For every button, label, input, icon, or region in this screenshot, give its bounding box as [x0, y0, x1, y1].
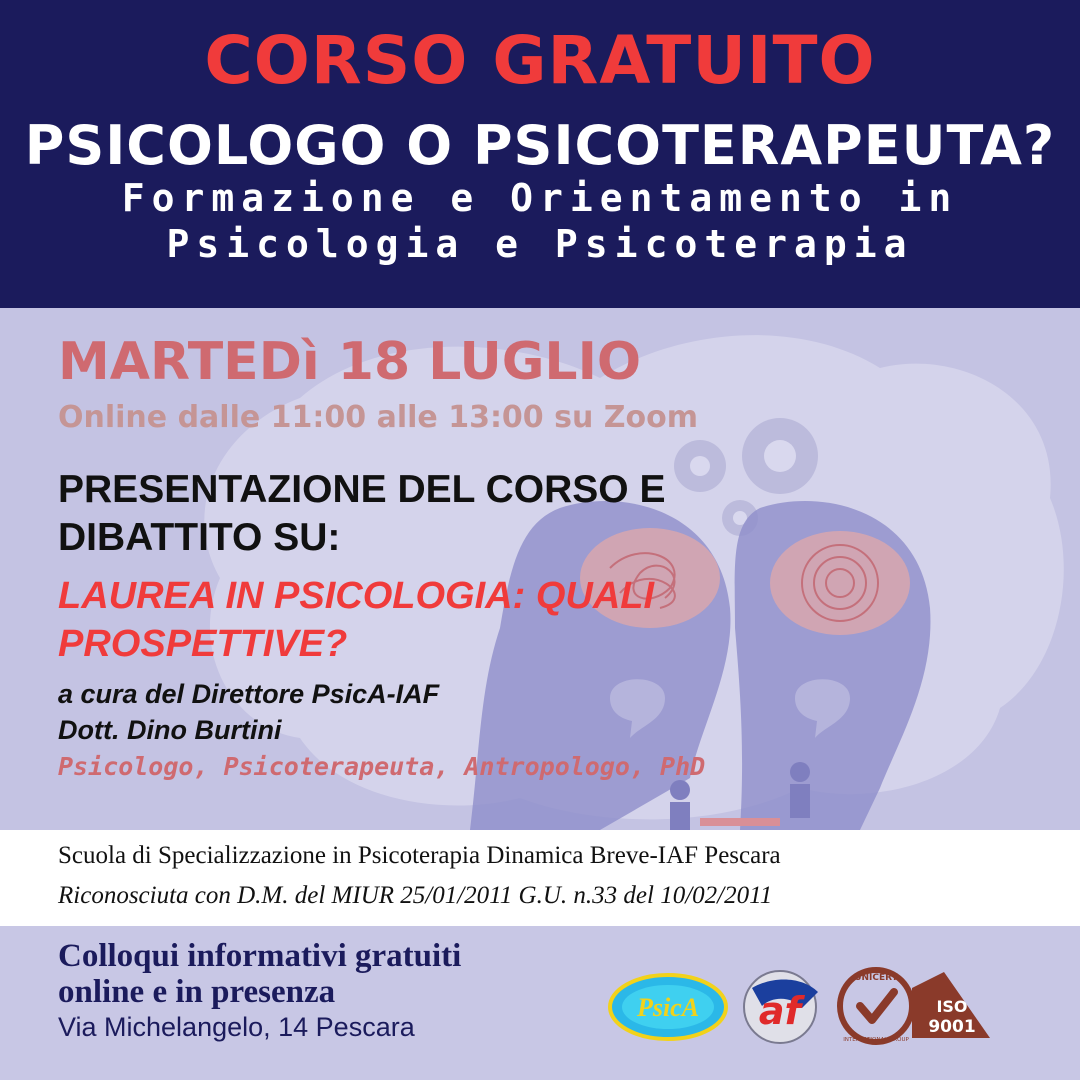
svg-text:PsicA: PsicA	[636, 993, 700, 1022]
svg-text:UNICERT: UNICERT	[854, 973, 898, 983]
debate-topic	[58, 572, 778, 668]
svg-text:INTERNATIONAL GROUP: INTERNATIONAL GROUP	[843, 1037, 909, 1043]
svg-text:9001: 9001	[928, 1017, 976, 1037]
presentation-line-1: PRESENTAZIONE DEL CORSO E	[58, 468, 666, 511]
presentation-line-2: DIBATTITO SU:	[58, 516, 341, 559]
speaker-credit	[58, 676, 439, 748]
topic-line-1: LAUREA IN PSICOLOGIA: QUALI	[58, 575, 655, 617]
event-date: MARTEDì 18 LUGLIO	[58, 332, 642, 392]
colloqui-line-2: online e in presenza	[58, 974, 336, 1010]
presentation-heading	[58, 466, 758, 562]
svg-text:ISO: ISO	[936, 997, 968, 1016]
iso-9001-logo	[836, 966, 996, 1046]
main-title: PSICOLOGO O PSICOTERAPEUTA?	[24, 114, 1056, 177]
address: Via Michelangelo, 14 Pescara	[58, 1012, 415, 1042]
event-time: Online dalle 11:00 alle 13:00 su Zoom	[58, 400, 699, 435]
speaker-role: Psicologo, Psicoterapeuta, Antropologo, PhD	[58, 752, 706, 781]
speaker-line-2: Dott. Dino Burtini	[58, 715, 282, 745]
header-banner	[0, 0, 1080, 308]
colloqui-line-1: Colloqui informativi gratuiti	[58, 938, 462, 974]
iaf-logo	[732, 968, 828, 1046]
speaker-line-1: a cura del Direttore PsicA-IAF	[58, 679, 440, 709]
course-label: CORSO GRATUITO	[204, 22, 876, 99]
svg-text:af: af	[758, 989, 802, 1033]
subtitle-line-1: Formazione e Orientamento in	[121, 176, 959, 220]
school-name: Scuola di Specializzazione in Psicoterapia Dinamica Breve-IAF Pescara	[58, 842, 781, 869]
subtitle-line-2: Psicologia e Psicoterapia	[166, 222, 914, 266]
psica-logo	[608, 972, 728, 1042]
school-recognition: Riconosciuta con D.M. del MIUR 25/01/2011 G.U. n.33 del 10/02/2011	[58, 882, 773, 909]
topic-line-2: PROSPETTIVE?	[58, 623, 348, 665]
